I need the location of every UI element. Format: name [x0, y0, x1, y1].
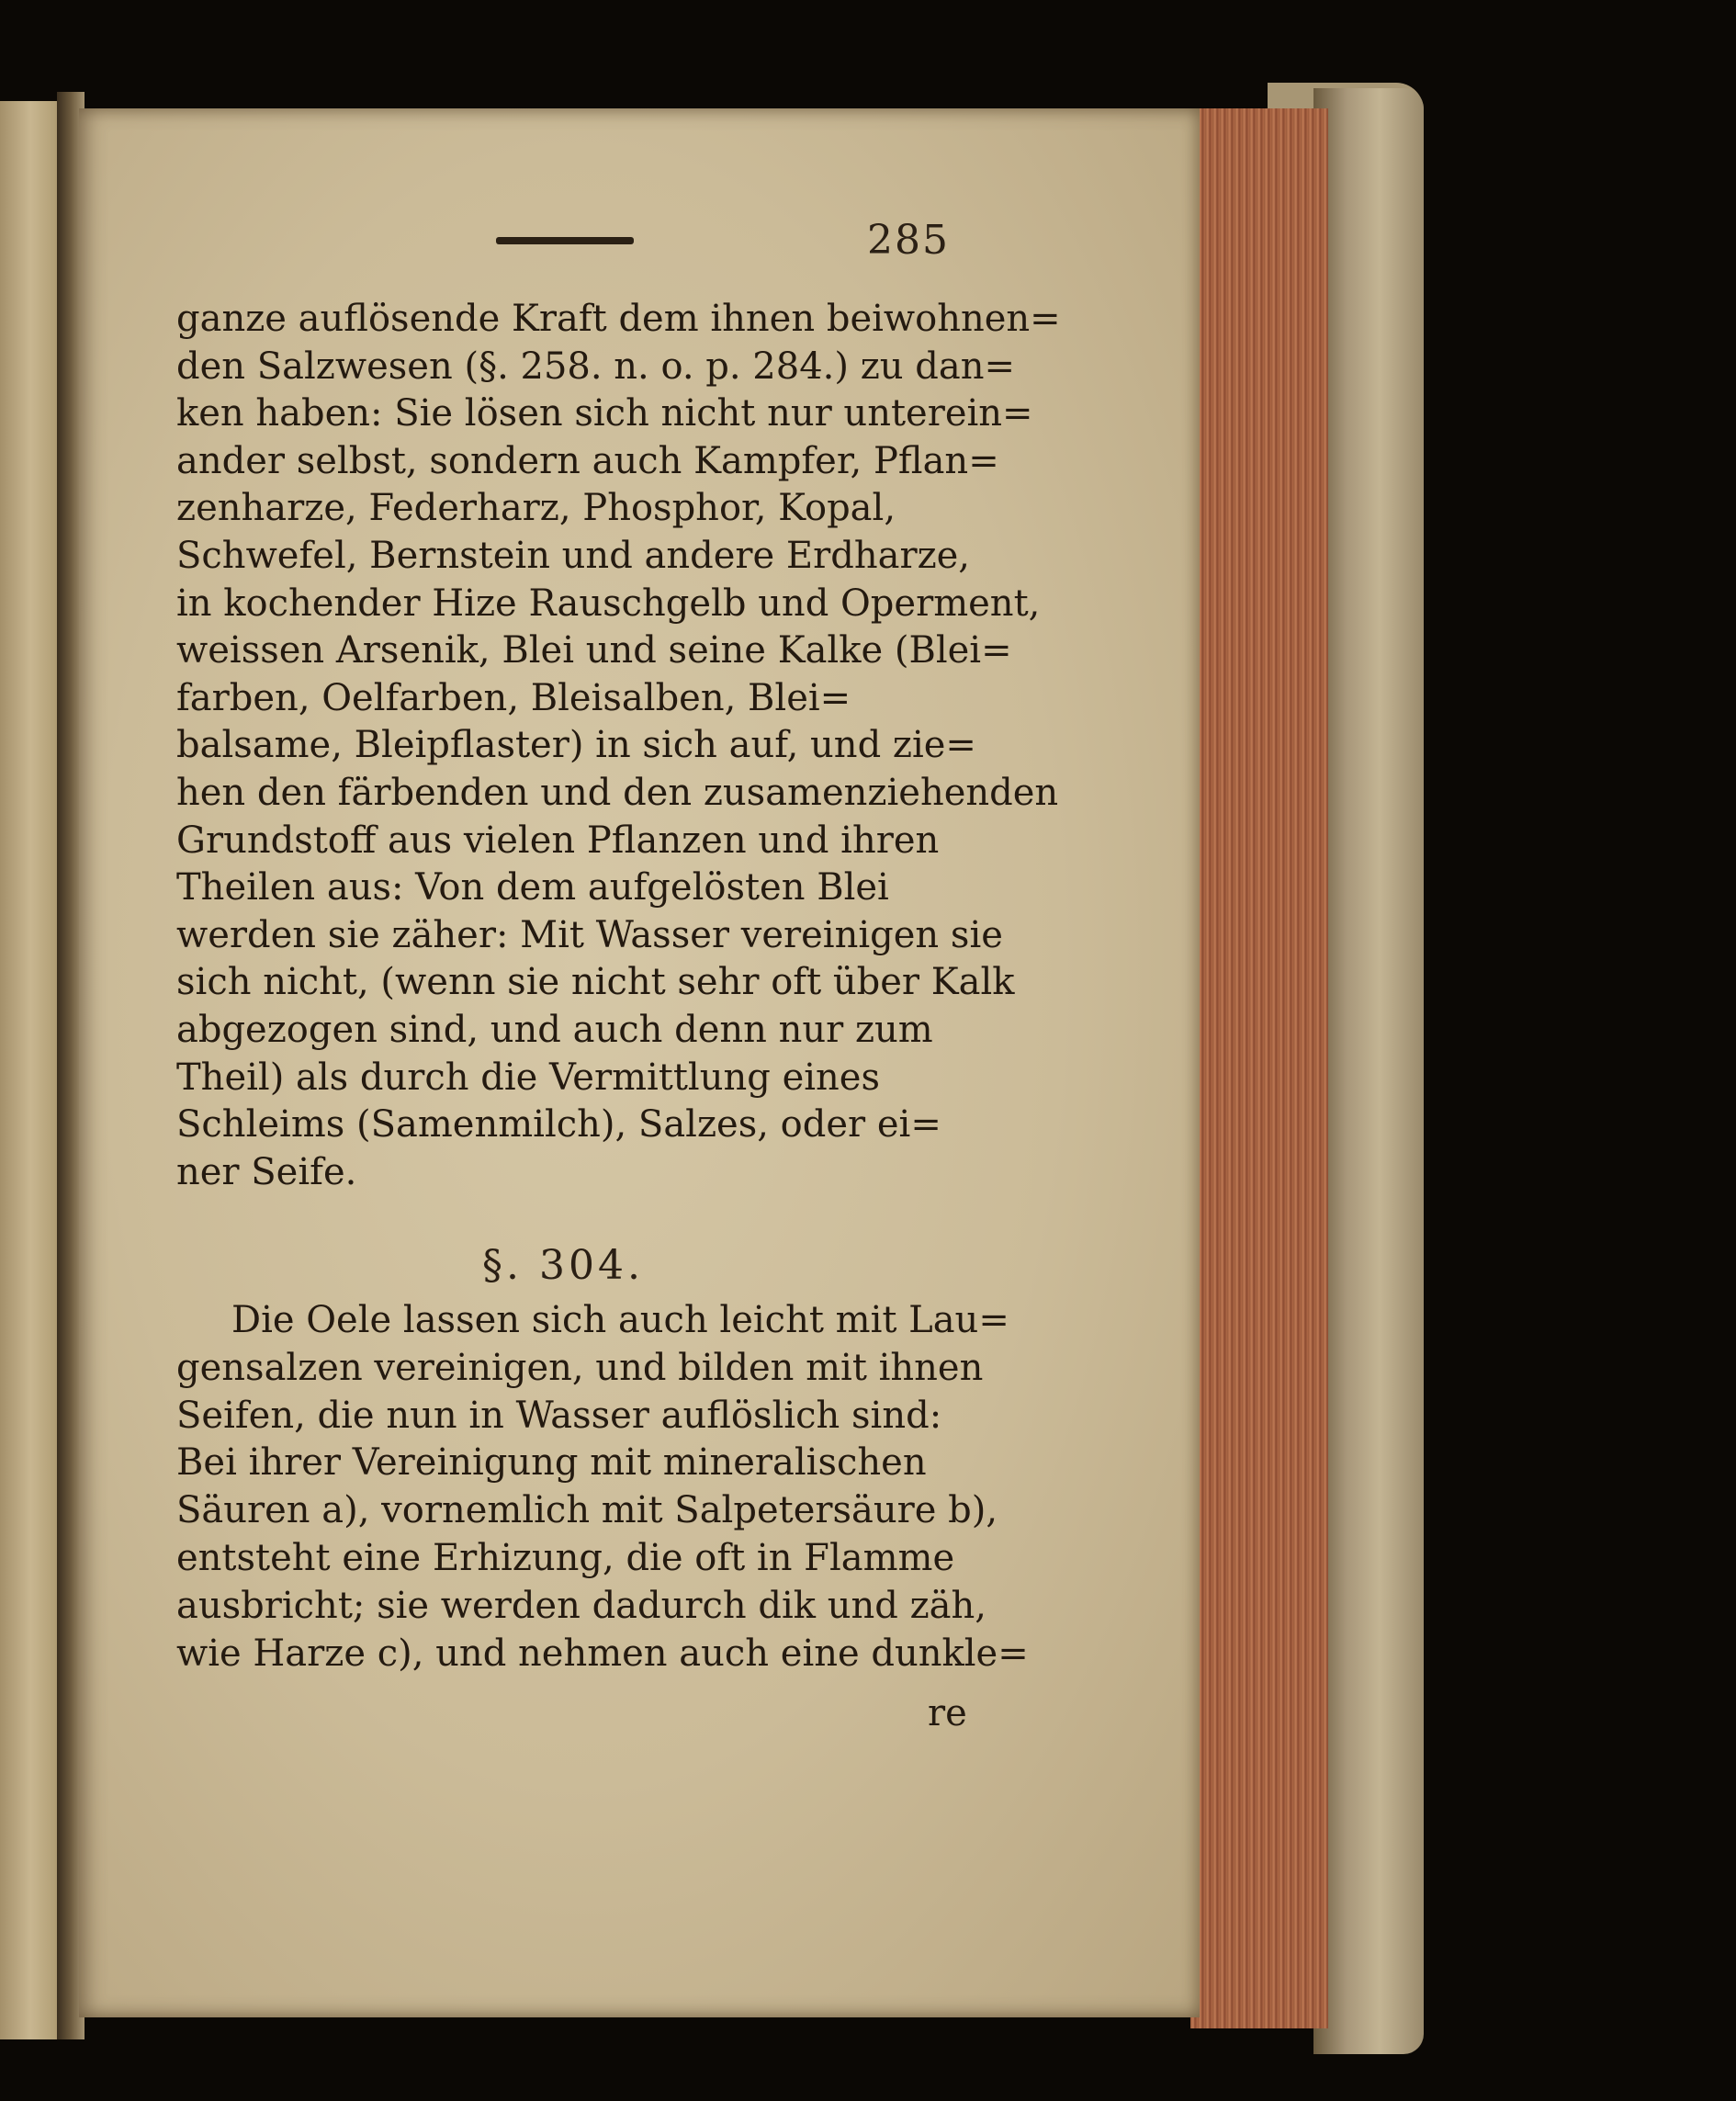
- text-line: in kochender Hize Rauschgelb und Operment,: [176, 582, 1041, 625]
- text-line: ner Seife.: [176, 1150, 357, 1193]
- section-heading: §. 304.: [482, 1242, 644, 1289]
- text-line: ausbricht; sie werden dadurch dik und zäh,: [176, 1584, 986, 1627]
- text-line: werden sie zäher: Mit Wasser vereinigen sie: [176, 913, 1003, 956]
- page-edges: [1190, 108, 1328, 2028]
- text-line: farben, Oelfarben, Bleisalben, Blei=: [176, 676, 851, 719]
- text-line: balsame, Bleipflaster) in sich auf, und zie=: [176, 724, 976, 767]
- text-line: weissen Arsenik, Blei und seine Kalke (Blei=: [176, 629, 1012, 672]
- page-number: 285: [867, 217, 950, 264]
- book-cover: [1313, 88, 1424, 2054]
- header-rule: [496, 237, 634, 244]
- text-line: wie Harze c), und nehmen auch eine dunkle=: [176, 1632, 1029, 1675]
- text-line: Seifen, die nun in Wasser auflöslich sind:: [176, 1394, 942, 1437]
- catchword: re: [928, 1692, 967, 1734]
- text-line: Säuren a), vornemlich mit Salpetersäure b),: [176, 1489, 998, 1532]
- text-line: ken haben: Sie lösen sich nicht nur unterein=: [176, 392, 1033, 435]
- text-line: abgezogen sind, und auch denn nur zum: [176, 1008, 933, 1051]
- text-line: hen den färbenden und den zusamenziehenden: [176, 771, 1059, 814]
- text-line: ganze auflösende Kraft dem ihnen beiwohnen=: [176, 298, 1061, 340]
- text-line: zenharze, Federharz, Phosphor, Kopal,: [176, 487, 896, 530]
- text-line: Bei ihrer Vereinigung mit mineralischen: [176, 1441, 927, 1485]
- text-line: sich nicht, (wenn sie nicht sehr oft über Kalk: [176, 961, 1015, 1004]
- text-line: ander selbst, sondern auch Kampfer, Pflan=: [176, 439, 999, 482]
- text-line: gensalzen vereinigen, und bilden mit ihnen: [176, 1346, 984, 1389]
- text-line: den Salzwesen (§. 258. n. o. p. 284.) zu dan=: [176, 345, 1015, 388]
- text-line: Theilen aus: Von dem aufgelösten Blei: [176, 866, 889, 909]
- text-line: Schwefel, Bernstein und andere Erdharze,: [176, 534, 971, 577]
- paragraph-2: [176, 1297, 1029, 1677]
- text-line: Theil) als durch die Vermittlung eines: [176, 1056, 880, 1099]
- text-line: entsteht eine Erhizung, die oft in Flamme: [176, 1536, 955, 1579]
- paragraph-1: [176, 296, 1061, 1196]
- text-line: Die Oele lassen sich auch leicht mit Lau=: [231, 1299, 1009, 1341]
- text-line: Grundstoff aus vielen Pflanzen und ihren: [176, 819, 940, 862]
- text-line: Schleims (Samenmilch), Salzes, oder ei=: [176, 1103, 941, 1147]
